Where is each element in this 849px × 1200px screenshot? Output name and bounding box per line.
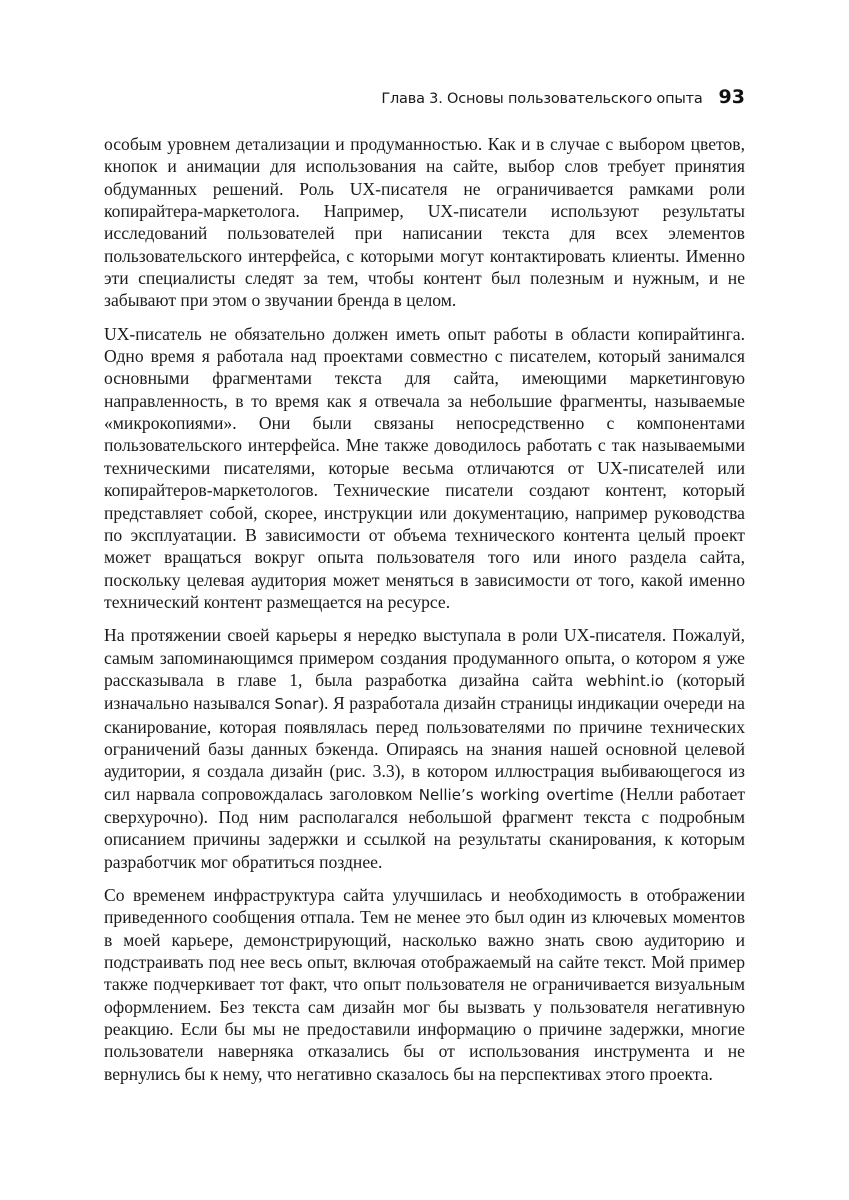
paragraph-3: [104, 624, 745, 873]
page-number: 93: [718, 86, 745, 108]
error-page-heading: Nellie’s working overtime: [418, 785, 614, 804]
paragraph-2: UX-писатель не обязательно должен иметь опыт работы в области копирайтинга. Одно время я работала над проектами совместно с писателем, который занимался основными фрагментами текста для сайта, имеющими маркетинговую направленность, в то время как я отвечала за небольшие фрагменты, называемые «микрокопиями». Они были связаны непосредственно с компонентами пользовательского интерфейса. Мне также доводилось работать с так называемыми техническими писателями, которые весьма отличаются от UX-писателей или копирайтеров-маркетологов. Технические писатели создают контент, который представляет собой, скорее, инструкции или документацию, например руководства по эксплуатации. В зависимости от объема технического контента целый проект может вращаться вокруг опыта пользователя того или иного раздела сайта, поскольку целевая аудитория может меняться в зависимости от того, какой именно технический контент размещается на ресурсе.: [104, 323, 745, 612]
paragraph-3-text-2: (который изначально назывался: [104, 669, 746, 714]
paragraph-1: особым уровнем детализации и продуманностью. Как и в случае с выбором цветов, кнопок и анимации для использования на сайте, выбор слов требует принятия обдуманных решений. Роль UX-писателя не ограничивается рамками роли копирайтера-маркетолога. Например, UX-писатели используют результаты исследований пользователей при написании текста для всех элементов пользовательского интерфейса, с которыми могут контактировать клиенты. Именно эти специалисты следят за тем, чтобы контент был полезным и нужным, и не забывают при этом о звучании бренда в целом.: [104, 134, 745, 311]
running-header: [381, 86, 745, 114]
paragraph-3-text-3: ). Я разработала дизайн страницы индикации очереди на сканирование, которая появлялась перед пользователями по причине технических ограничений базы данных бэкенда. Опираясь на знания нашей основной целевой аудитории, я создала дизайн (рис. 3.3), в котором иллюстрация выбивающегося из сил нарвала сопровождалась заголовком: [104, 693, 745, 804]
paragraph-3-text-1: На протяжении своей карьеры я нередко выступала в роли UX-писателя. Пожалуй, самым запоминающимся примером создания продуманного опыта, о котором я уже рассказывала в главе 1, была разработка дизайна сайта: [104, 625, 745, 690]
body-text: [104, 133, 745, 1096]
site-name: webhint.io: [585, 671, 664, 690]
old-site-name: Sonar: [274, 695, 319, 714]
paragraph-4: Со временем инфраструктура сайта улучшилась и необходимость в отображении приведенного сообщения отпала. Тем не менее это был один из ключевых моментов в моей карьере, демонстрирующий, насколько важно знать свою аудиторию и подстраивать под нее весь опыт, включая отображаемый на сайте текст. Мой пример также подчеркивает тот факт, что опыт пользователя не ограничивается визуальным оформлением. Без текста сам дизайн мог бы вызвать у пользователя негативную реакцию. Если бы мы не предоставили информацию о причине задержки, многие пользователи наверняка отказались бы от использования инструмента и не вернулись бы к нему, что негативно сказалось бы на перспективах этого проекта.: [104, 885, 745, 1084]
paragraph-3-text-4: (Нелли работает сверхурочно). Под ним располагался небольшой фрагмент текста с подробным описанием причины задержки и ссылкой на результаты сканирования, к которым разработчик мог обратиться позднее.: [104, 783, 746, 872]
chapter-title: Глава 3. Основы пользовательского опыта: [381, 91, 703, 107]
